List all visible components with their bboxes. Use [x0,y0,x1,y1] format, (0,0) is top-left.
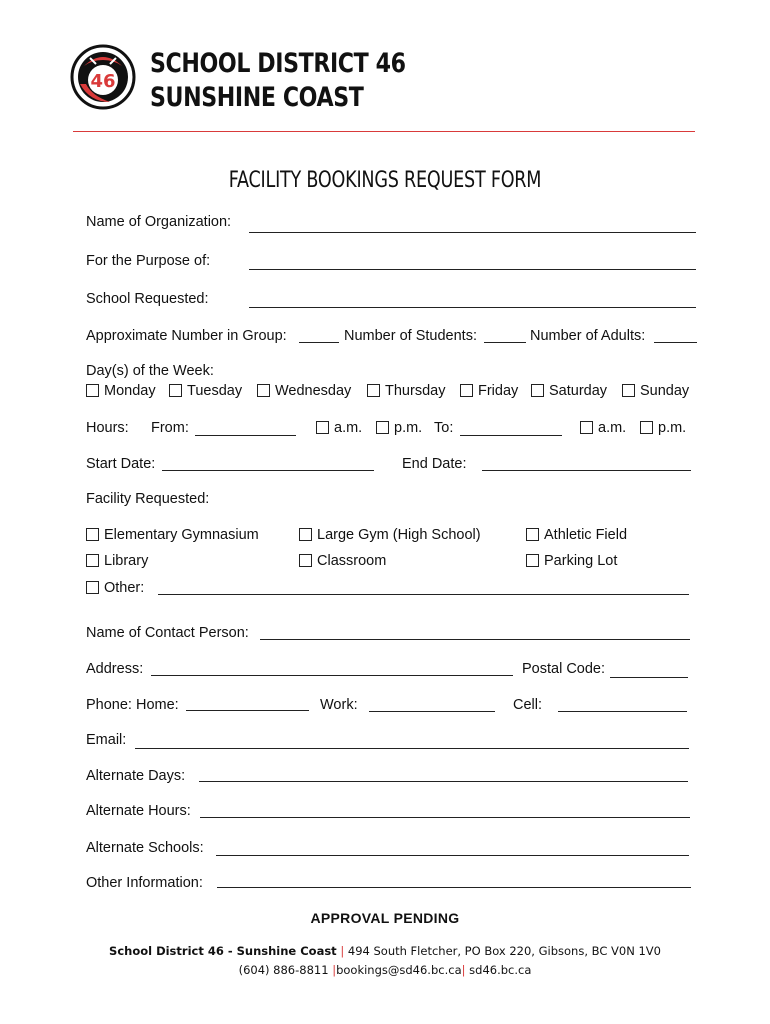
sunday-checkbox[interactable] [622,384,635,397]
work-field[interactable] [369,711,495,712]
facility-label: Facility Requested: [86,491,210,507]
school-field[interactable] [249,307,696,308]
alt-days-field[interactable] [199,781,688,782]
facility-other[interactable]: Other: [86,580,144,596]
postal-field[interactable] [610,677,688,678]
other-info-label: Other Information: [86,875,203,891]
approx-group-label: Approximate Number in Group: [86,328,287,344]
end-date-label: End Date: [402,456,467,472]
athletic-field-checkbox[interactable] [526,528,539,541]
day-option-tuesday[interactable]: Tuesday [169,383,242,399]
large-gym-checkbox[interactable] [299,528,312,541]
adults-field[interactable] [654,342,697,343]
end-date-field[interactable] [482,470,691,471]
sd46-logo-icon [70,44,136,110]
alt-hours-field[interactable] [200,817,690,818]
day-option-saturday[interactable]: Saturday [531,383,607,399]
from-pm-checkbox[interactable] [376,421,389,434]
footer-website[interactable]: sd46.bc.ca [469,963,532,977]
purpose-field[interactable] [249,269,696,270]
phone-home-label: Phone: Home: [86,697,179,713]
day-option-wednesday[interactable]: Wednesday [257,383,351,399]
footer-line2 [0,963,770,977]
library-checkbox[interactable] [86,554,99,567]
facility-library[interactable]: Library [86,553,148,569]
start-date-field[interactable] [162,470,374,471]
address-label: Address: [86,661,144,677]
contact-field[interactable] [260,639,690,640]
footer-separator: | [461,963,466,977]
alt-schools-field[interactable] [216,855,689,856]
approval-status: APPROVAL PENDING [310,910,460,926]
approx-group-field[interactable] [299,342,339,343]
elementary-gym-checkbox[interactable] [86,528,99,541]
facility-athletic-field[interactable]: Athletic Field [526,527,627,543]
cell-field[interactable] [558,711,687,712]
facility-parking-lot[interactable]: Parking Lot [526,553,617,569]
classroom-checkbox[interactable] [299,554,312,567]
from-label: From: [151,420,189,436]
header-divider [73,131,695,132]
school-label: School Requested: [86,291,209,307]
wednesday-checkbox[interactable] [257,384,270,397]
students-label: Number of Students: [344,328,477,344]
to-time-field[interactable] [460,435,562,436]
other-info-field[interactable] [217,887,691,888]
days-label: Day(s) of the Week: [86,363,214,379]
work-label: Work: [320,697,358,713]
footer-org-name: School District 46 - Sunshine Coast [109,944,337,958]
tuesday-checkbox[interactable] [169,384,182,397]
day-option-thursday[interactable]: Thursday [367,383,445,399]
to-pm-option[interactable]: p.m. [640,420,686,436]
saturday-checkbox[interactable] [531,384,544,397]
district-name [150,47,406,115]
to-am-checkbox[interactable] [580,421,593,434]
day-option-monday[interactable]: Monday [86,383,156,399]
alt-schools-label: Alternate Schools: [86,840,204,856]
logo-number: 46 [90,71,116,92]
logo [70,44,136,110]
from-am-option[interactable]: a.m. [316,420,362,436]
monday-checkbox[interactable] [86,384,99,397]
footer-email[interactable]: bookings@sd46.bc.ca [336,963,462,977]
day-option-friday[interactable]: Friday [460,383,518,399]
adults-label: Number of Adults: [530,328,646,344]
from-pm-option[interactable]: p.m. [376,420,422,436]
other-facility-field[interactable] [158,594,689,595]
footer-phone: (604) 886-8811 [238,963,329,977]
students-field[interactable] [484,342,526,343]
footer-line1 [0,944,770,958]
day-option-sunday[interactable]: Sunday [622,383,689,399]
footer-address: 494 South Fletcher, PO Box 220, Gibsons, BC V0N 1V0 [347,944,661,958]
hours-label: Hours: [86,420,129,436]
purpose-label: For the Purpose of: [86,253,211,269]
start-date-label: Start Date: [86,456,156,472]
other-checkbox[interactable] [86,581,99,594]
district-name-line1: SCHOOL DISTRICT 46 [150,48,406,79]
postal-label: Postal Code: [522,661,606,677]
organization-label: Name of Organization: [86,214,232,230]
footer-separator: | [332,963,337,977]
form-title: FACILITY BOOKINGS REQUEST FORM [228,168,542,193]
organization-field[interactable] [249,232,696,233]
facility-large-gym[interactable]: Large Gym (High School) [299,527,481,543]
facility-classroom[interactable]: Classroom [299,553,386,569]
alt-hours-label: Alternate Hours: [86,803,191,819]
from-am-checkbox[interactable] [316,421,329,434]
friday-checkbox[interactable] [460,384,473,397]
contact-label: Name of Contact Person: [86,625,249,641]
alt-days-label: Alternate Days: [86,768,186,784]
email-label: Email: [86,732,127,748]
thursday-checkbox[interactable] [367,384,380,397]
to-pm-checkbox[interactable] [640,421,653,434]
phone-home-field[interactable] [186,710,309,711]
parking-lot-checkbox[interactable] [526,554,539,567]
district-name-line2: SUNSHINE COAST [150,82,364,113]
email-field[interactable] [135,748,689,749]
to-am-option[interactable]: a.m. [580,420,626,436]
from-time-field[interactable] [195,435,296,436]
cell-label: Cell: [513,697,543,713]
address-field[interactable] [151,675,513,676]
to-label: To: [434,420,454,436]
footer-separator: | [340,944,345,958]
facility-elementary-gym[interactable]: Elementary Gymnasium [86,527,259,543]
